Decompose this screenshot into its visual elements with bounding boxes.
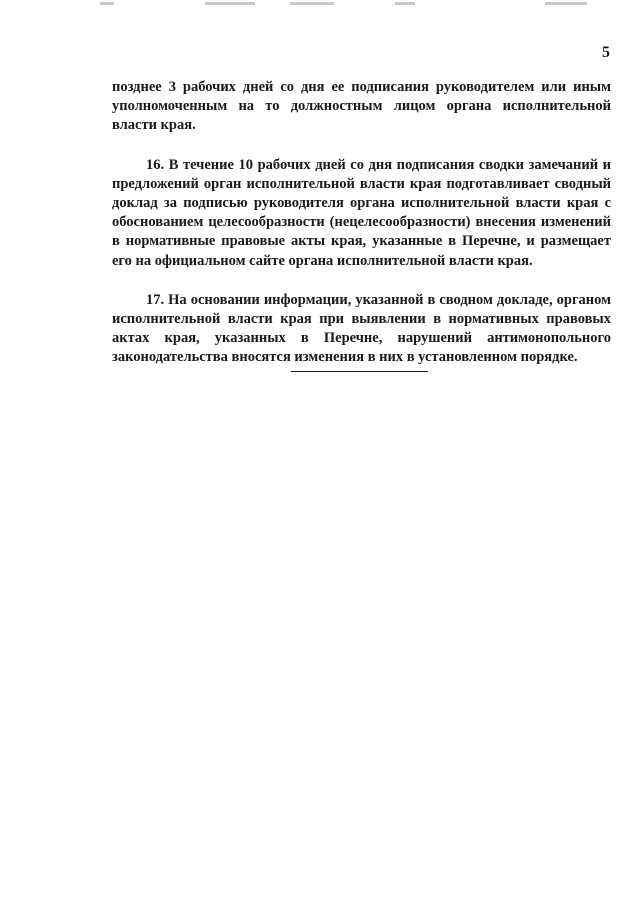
end-divider-line <box>291 371 428 372</box>
paragraph-item-16: 16. В течение 10 рабочих дней со дня подписания сводки замечаний и предложений орган исполнительной власти края подготавливает сводный доклад за подписью руководителя органа исполнительной власти края с обоснованием целесообразности (нецелесообразности) внесения изменений в нормативные правовые акты края, указанные в Перечне, и размещает его на официальном сайте органа исполнительной власти края. <box>112 156 611 269</box>
scan-mark <box>545 2 587 5</box>
scan-mark <box>395 2 415 5</box>
scan-mark <box>290 2 334 5</box>
scan-mark <box>205 2 255 5</box>
scan-artifacts <box>0 0 640 8</box>
document-body <box>112 78 611 388</box>
paragraph-continuation: позднее 3 рабочих дней со дня ее подписания руководителем или иным уполномоченным на то должностным лицом органа исполнительной власти края. <box>112 79 611 134</box>
paragraph-item-17: 17. На основании информации, указанной в сводном докладе, органом исполнительной власти края при выявлении в нормативных правовых актах края, указанных в Перечне, нарушений антимонопольного законодательства вносятся изменения в них в установленном порядке. <box>112 291 611 366</box>
page-number: 5 <box>602 44 610 61</box>
scan-mark <box>100 2 114 5</box>
